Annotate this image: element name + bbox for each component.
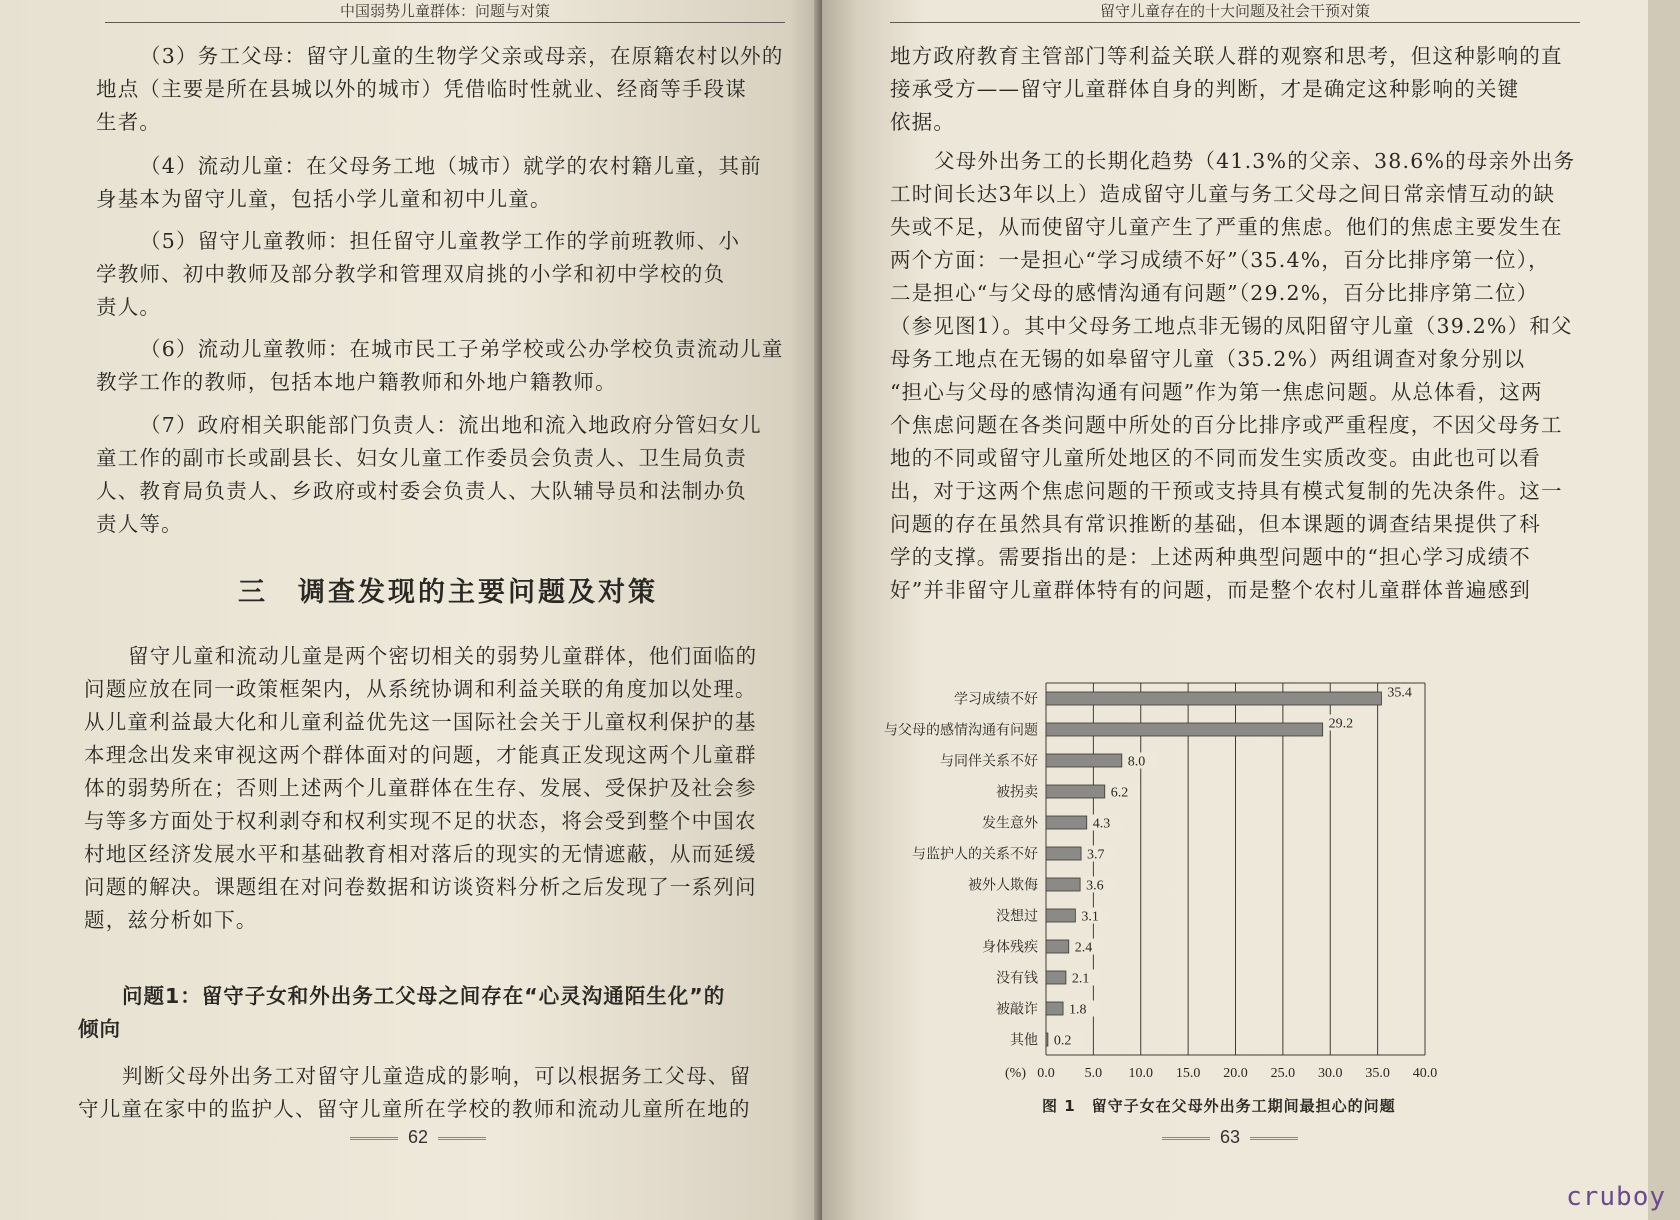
right-page — [822, 0, 1680, 1220]
scan-margin — [1648, 0, 1680, 1220]
figure-caption: 图 1 留守子女在父母外出务工期间最担心的问题 — [1042, 1097, 1396, 1115]
bar — [1046, 878, 1080, 891]
bar — [1046, 940, 1069, 953]
right-body-line-10: 母务工地点在无锡的如皋留守儿童（35.2%）两组调查对象分别以 — [890, 347, 1526, 371]
x-tick-label: 30.0 — [1318, 1066, 1343, 1081]
page-number-text: 63 — [1220, 1127, 1241, 1147]
data-label: 1.8 — [1069, 1002, 1087, 1018]
category-label: 与监护人的关系不好 — [912, 846, 1038, 863]
data-label: 6.2 — [1110, 785, 1129, 801]
category-label: 没想过 — [996, 908, 1038, 925]
x-tick-label: 35.0 — [1365, 1066, 1390, 1081]
footer-ornament — [1250, 1137, 1298, 1140]
footer-ornament — [438, 1137, 486, 1140]
footer-ornament — [1162, 1137, 1210, 1140]
right-body-line-7: 两个方面：一是担心“学习成绩不好”（35.4%，百分比排序第一位）， — [890, 248, 1550, 272]
body-line-8: 问题的解决。课题组在对问卷数据和访谈资料分析之后发现了一系列问 — [84, 875, 757, 899]
x-tick-label: 10.0 — [1128, 1066, 1153, 1081]
running-header-left: 中国弱势儿童群体：问题与对策 — [105, 0, 785, 23]
right-body-line-1: 地方政府教育主管部门等利益关联人群的观察和思考，但这种影响的直 — [890, 44, 1563, 68]
data-label: 8.0 — [1127, 754, 1146, 770]
x-tick-label: 25.0 — [1270, 1066, 1296, 1081]
footer-ornament — [350, 1137, 398, 1140]
list-item-7-line-4: 责人等。 — [96, 512, 183, 536]
left-page — [0, 0, 822, 1220]
body-line-4: 本理念出发来审视这两个群体面对的问题，才能真正发现这两个儿童群 — [84, 743, 757, 767]
x-tick-label: 15.0 — [1175, 1066, 1201, 1081]
list-item-6-line-2: 教学工作的教师，包括本地户籍教师和外地户籍教师。 — [96, 370, 617, 394]
body-line-3: 从儿童利益最大化和儿童利益优先这一国际社会关于儿童权利保护的基 — [84, 710, 757, 734]
category-label: 发生意外 — [982, 815, 1038, 832]
list-item-3-line-1: （3）务工父母：留守儿童的生物学父亲或母亲，在原籍农村以外的 — [140, 44, 784, 68]
x-tick-label: 5.0 — [1084, 1066, 1103, 1081]
right-body-line-5: 工时间长达3年以上）造成留守儿童与务工父母之间日常亲情互动的缺 — [890, 182, 1556, 206]
bar — [1046, 909, 1075, 922]
right-body-line-2: 接承受方——留守儿童群体自身的判断，才是确定这种影响的关键 — [890, 77, 1520, 101]
bar — [1046, 1033, 1048, 1046]
category-label: 被外人欺侮 — [968, 877, 1038, 894]
bar — [1046, 754, 1122, 767]
list-item-3-line-2: 地点（主要是所在县城以外的城市）凭借临时性就业、经商等手段谋 — [96, 77, 747, 101]
figure-1-bar-chart — [822, 0, 1680, 1220]
right-body-line-16: 学的支撑。需要指出的是：上述两种典型问题中的“担心学习成绩不 — [890, 545, 1531, 569]
body-line-6: 与等多方面处于权利剥夺和权利实现不足的状态，将会受到整个中国农 — [84, 809, 757, 833]
x-tick-label: 20.0 — [1223, 1066, 1248, 1081]
tail-line-2: 守儿童在家中的监护人、留守儿童所在学校的教师和流动儿童所在地的 — [78, 1097, 751, 1121]
right-body-line-14: 出，对于这两个焦虑问题的干预或支持具有模式复制的先决条件。这一 — [890, 479, 1563, 503]
category-label: 与父母的感情沟通有问题 — [884, 722, 1038, 739]
body-line-1: 留守儿童和流动儿童是两个密切相关的弱势儿童群体，他们面临的 — [128, 644, 758, 668]
body-line-5: 体的弱势所在；否则上述两个儿童群体在生存、发展、受保护及社会参 — [84, 776, 757, 800]
tail-line-1: 判断父母外出务工对留守儿童造成的影响，可以根据务工父母、留 — [122, 1064, 752, 1088]
body-line-7: 村地区经济发展水平和基础教育相对落后的现实的无情遮蔽，从而延缓 — [84, 842, 757, 866]
data-label: 3.1 — [1081, 909, 1099, 925]
running-header-right: 留守儿童存在的十大问题及社会干预对策 — [890, 0, 1580, 23]
list-item-5-line-3: 责人。 — [96, 295, 162, 319]
right-body-line-12: 个焦虑问题在各类问题中所处的百分比排序或严重程度，不因父母务工 — [890, 413, 1563, 437]
category-label: 其他 — [1010, 1032, 1038, 1049]
data-label: 3.7 — [1087, 847, 1105, 863]
right-body-line-15: 问题的存在虽然具有常识推断的基础，但本课题的调查结果提供了科 — [890, 512, 1541, 536]
list-item-4-line-2: 身基本为留守儿童，包括小学儿童和初中儿童。 — [96, 187, 552, 211]
right-body-line-4: 父母外出务工的长期化趋势（41.3%的父亲、38.6%的母亲外出务 — [934, 149, 1576, 173]
list-item-5-line-1: （5）留守儿童教师：担任留守儿童教学工作的学前班教师、小 — [140, 229, 741, 253]
list-item-6-line-1: （6）流动儿童教师：在城市民工子弟学校或公办学校负责流动儿童 — [140, 337, 784, 361]
right-body-line-3: 依据。 — [890, 110, 956, 134]
page-number-right — [1152, 1127, 1308, 1148]
bar — [1046, 723, 1323, 736]
category-label: 被敲诈 — [996, 1001, 1038, 1018]
section-title: 三 调查发现的主要问题及对策 — [238, 577, 658, 608]
list-item-3-line-3: 生者。 — [96, 110, 162, 134]
data-label: 29.2 — [1328, 716, 1354, 732]
list-item-7-line-3: 人、教育局负责人、乡政府或村委会负责人、大队辅导员和法制办负 — [96, 479, 747, 503]
data-label: 0.2 — [1053, 1033, 1072, 1049]
watermark-text: cruboy — [1566, 1182, 1666, 1212]
data-label: 3.6 — [1086, 878, 1104, 894]
data-label: 2.4 — [1074, 940, 1093, 956]
right-body-line-13: 地的不同或留守儿童所处地区的不同而发生实质改变。由此也可以看 — [890, 446, 1541, 470]
bar — [1046, 847, 1081, 860]
x-tick-label: 40.0 — [1412, 1066, 1438, 1081]
list-item-7-line-1: （7）政府相关职能部门负责人：流出地和流入地政府分管妇女儿 — [140, 413, 762, 437]
list-item-5-line-2: 学教师、初中教师及部分教学和管理双肩挑的小学和初中学校的负 — [96, 262, 726, 286]
right-body-line-6: 失或不足，从而使留守儿童产生了严重的焦虑。他们的焦虑主要发生在 — [890, 215, 1563, 239]
body-line-2: 问题应放在同一政策框架内，从系统协调和利益关联的角度加以处理。 — [84, 677, 757, 701]
page-number-text: 62 — [408, 1127, 429, 1147]
problem-1-title-line-2: 倾向 — [78, 1017, 121, 1041]
x-axis-unit-label: (%) — [1005, 1066, 1026, 1081]
right-body-line-8: 二是担心“与父母的感情沟通有问题”（29.2%，百分比排序第二位） — [890, 281, 1539, 305]
bar — [1046, 971, 1066, 984]
problem-1-title-line-1: 问题1：留守子女和外出务工父母之间存在“心灵沟通陌生化”的 — [122, 984, 726, 1008]
category-label: 身体残疾 — [982, 939, 1038, 956]
bar — [1046, 816, 1087, 829]
category-label: 与同伴关系不好 — [940, 753, 1038, 770]
bar — [1046, 785, 1105, 798]
list-item-4-line-1: （4）流动儿童：在父母务工地（城市）就学的农村籍儿童，其前 — [140, 154, 762, 178]
x-tick-label: 0.0 — [1037, 1066, 1055, 1081]
page-number-left — [340, 1127, 496, 1148]
category-label: 被拐卖 — [996, 784, 1038, 801]
category-label: 没有钱 — [996, 970, 1038, 987]
category-label: 学习成绩不好 — [954, 691, 1038, 708]
bar — [1046, 692, 1381, 705]
data-label: 35.4 — [1387, 685, 1412, 701]
right-body-line-9: （参见图1）。其中父母务工地点非无锡的凤阳留守儿童（39.2%）和父 — [890, 314, 1573, 338]
data-label: 4.3 — [1092, 816, 1111, 832]
right-body-line-11: “担心与父母的感情沟通有问题”作为第一焦虑问题。从总体看，这两 — [890, 380, 1543, 404]
data-label: 2.1 — [1071, 971, 1090, 987]
body-line-9: 题，兹分析如下。 — [84, 908, 258, 932]
bar — [1046, 1002, 1063, 1015]
right-body-line-17: 好”并非留守儿童群体特有的问题，而是整个农村儿童群体普遍感到 — [890, 578, 1531, 602]
list-item-7-line-2: 童工作的副市长或副县长、妇女儿童工作委员会负责人、卫生局负责 — [96, 446, 747, 470]
